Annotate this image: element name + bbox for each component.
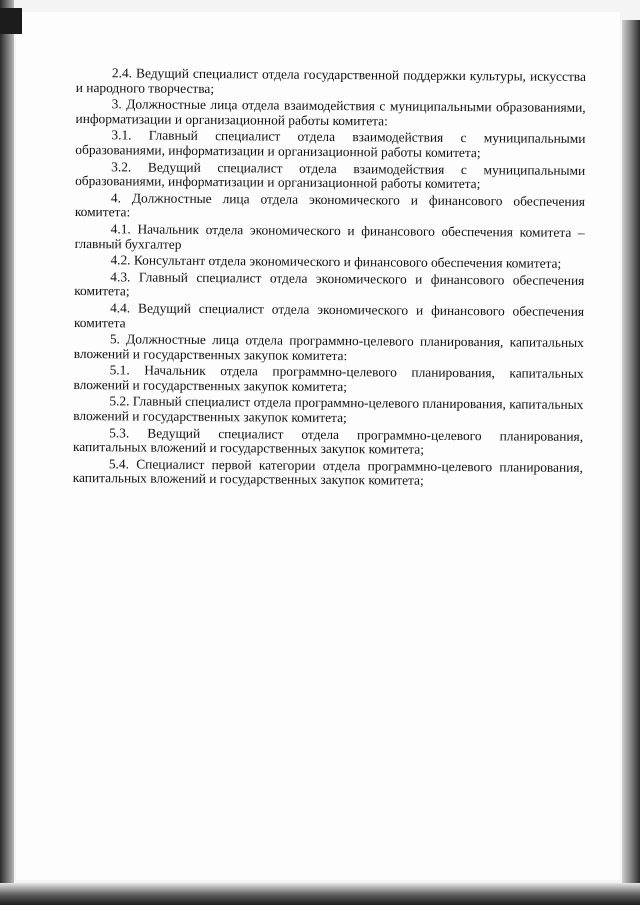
paragraph-4-2: 4.2. Консультант отдела экономического и финансового обеспечения комитета; xyxy=(110,252,562,271)
scan-left-edge xyxy=(0,0,14,905)
paragraph-3: 3. Должностные лица отдела взаимодействия с муниципальными образованиями, информатизации и организационной работы комитета: xyxy=(75,96,586,129)
document-body xyxy=(73,66,586,492)
paragraph-4: 4. Должностные лица отдела экономического и финансового обеспечения комитета: xyxy=(74,190,586,220)
paragraph-5-1: 5.1. Начальник отдела программно-целевого планирования, капитальных вложений и государственных закупок комитета; xyxy=(73,362,584,395)
paragraph-4-1: 4.1. Начальник отдела экономического и финансового обеспечения комитета – главный бухгалтер xyxy=(74,221,585,252)
paragraph-4-4: 4.4. Ведущий специалист отдела экономического и финансового обеспечения комитета xyxy=(73,300,585,330)
paragraph-3-1: 3.1. Главный специалист отдела взаимодействия с муниципальными образованиями, информатизации и организационной работы комитета; xyxy=(75,127,586,161)
paragraph-5: 5. Должностные лица отдела программно-целевого планирования, капитальных вложений и государственных закупок комитета: xyxy=(73,331,584,363)
scan-right-edge xyxy=(622,20,640,890)
paragraph-3-2: 3.2. Ведущий специалист отдела взаимодействия с муниципальными образованиями, информатизации и организационной работы комитета; xyxy=(75,158,586,192)
paragraph-5-2: 5.2. Главный специалист отдела программно-целевого планирования, капитальных вложений и государственных закупок комитета; xyxy=(73,393,584,426)
scan-bottom-edge xyxy=(0,883,640,905)
paragraph-2-4: 2.4. Ведущий специалист отдела государственной поддержки культуры, искусства и народного творчества; xyxy=(75,65,586,96)
paragraph-5-4: 5.4. Специалист первой категории отдела программно-целевого планирования, капитальных вложений и государственных закупок комитета; xyxy=(72,456,583,489)
paragraph-4-3: 4.3. Главный специалист отдела экономического и финансового обеспечения комитета; xyxy=(74,268,585,299)
paragraph-5-3: 5.3. Ведущий специалист отдела программно-целевого планирования, капитальных вложений и государственных закупок комитета; xyxy=(72,424,584,457)
scan-corner-mark xyxy=(0,8,22,34)
